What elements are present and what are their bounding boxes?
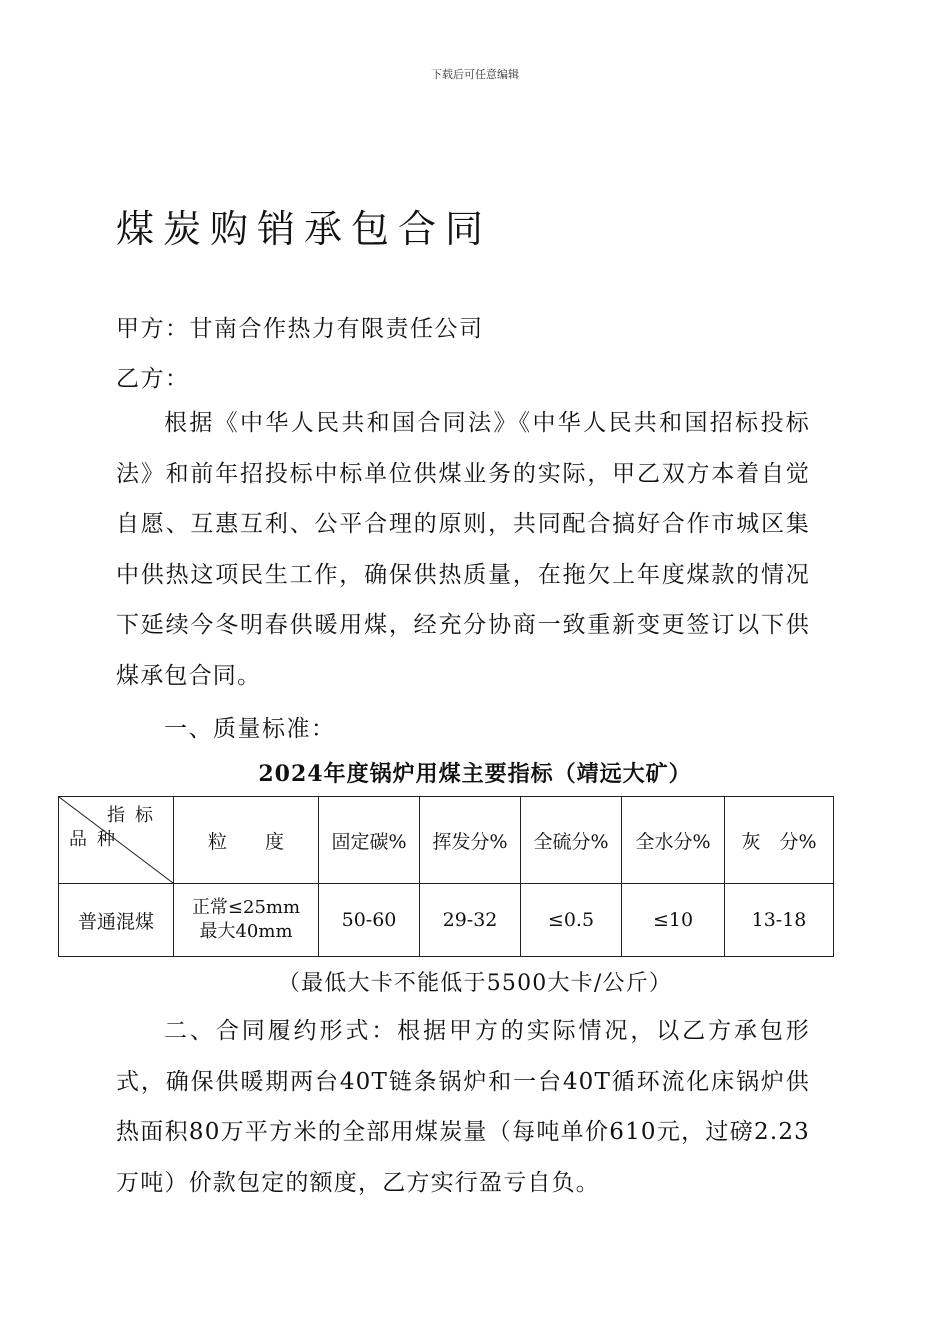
- row-fixed-carbon: 50-60: [319, 884, 420, 957]
- row-moisture: ≤10: [622, 884, 725, 957]
- header-granularity: 粒 度: [174, 797, 319, 884]
- table-header-row: [59, 797, 834, 884]
- corner-label-bottom: 品种: [69, 829, 125, 850]
- granularity-max: 最大40mm: [199, 921, 293, 942]
- table-row: [59, 884, 834, 957]
- header-ash: 灰 分%: [725, 797, 834, 884]
- corner-label-top: 指标: [107, 805, 163, 826]
- party-b: 乙方：: [116, 366, 190, 392]
- table-title: 2024年度锅炉用煤主要指标（靖远大矿）: [258, 761, 692, 787]
- page-header-note: 下载后可任意编辑: [431, 68, 519, 81]
- row-volatile: 29-32: [420, 884, 521, 957]
- table-corner-cell: [59, 797, 174, 884]
- row-ash: 13-18: [725, 884, 834, 957]
- header-fixed-carbon: 固定碳%: [319, 797, 420, 884]
- header-sulfur: 全硫分%: [521, 797, 622, 884]
- header-moisture: 全水分%: [622, 797, 725, 884]
- coal-spec-table: [58, 796, 834, 957]
- section-2-paragraph: 二、合同履约形式：根据甲方的实际情况，以乙方承包形式，确保供暖期两台40T链条锅炉和一台40T循环流化床锅炉供热面积80万平方米的全部用煤炭量（每吨单价610元，过磅2.23万吨）价款包定的额度，乙方实行盈亏自负。: [116, 1018, 810, 1196]
- party-a: 甲方：甘南合作热力有限责任公司: [116, 316, 484, 342]
- calorific-note: （最低大卡不能低于5500大卡/公斤）: [277, 971, 673, 996]
- header-volatile: 挥发分%: [420, 797, 521, 884]
- granularity-normal: 正常≤25mm: [191, 897, 301, 918]
- row-sulfur: ≤0.5: [521, 884, 622, 957]
- intro-paragraph: 根据《中华人民共和国合同法》《中华人民共和国招标投标法》和前年招投标中标单位供煤业务的实际，甲乙双方本着自觉自愿、互惠互利、公平合理的原则，共同配合搞好合作市城区集中供热这项民生工作，确保供热质量，在拖欠上年度煤款的情况下延续今冬明春供暖用煤，经充分协商一致重新变更签订以下供煤承包合同。: [116, 410, 810, 689]
- row-granularity: [174, 884, 319, 957]
- document-title: 煤炭购销承包合同: [116, 207, 493, 251]
- row-coal-type: 普通混煤: [59, 884, 174, 957]
- section-1-heading: 一、质量标准：: [164, 716, 336, 742]
